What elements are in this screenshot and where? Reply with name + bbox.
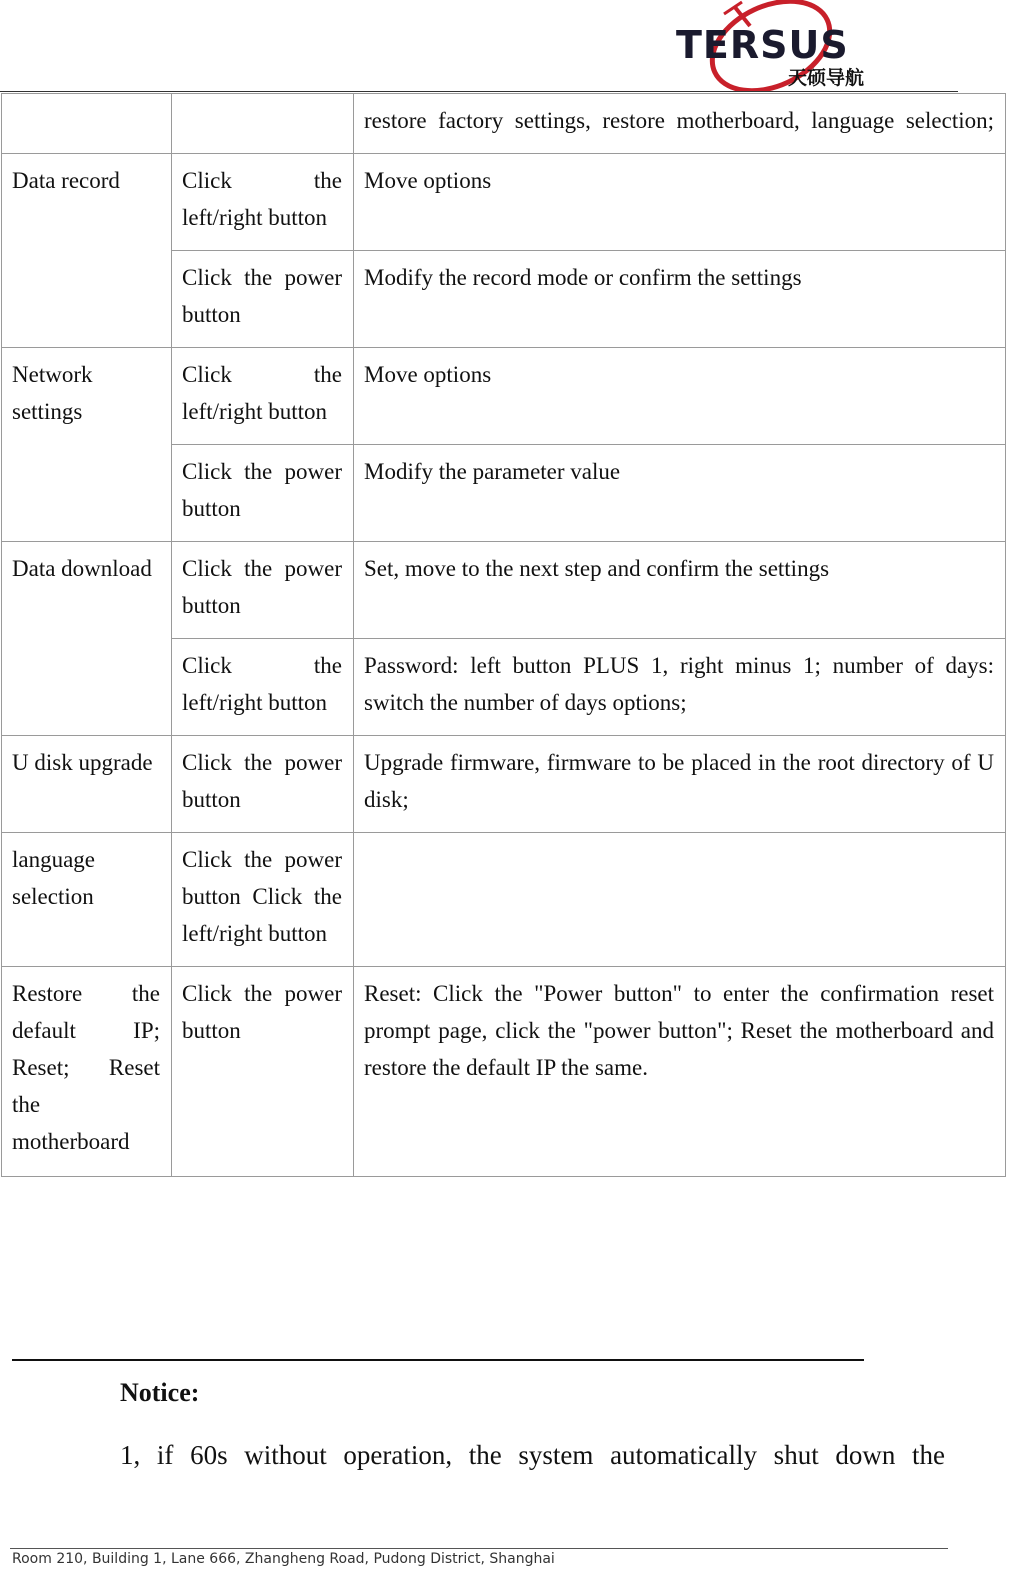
table-cell: Password: left button PLUS 1, right minus 1; number of days: switch the number of days options; — [354, 639, 1006, 736]
table-cell: Set, move to the next step and confirm the settings — [354, 542, 1006, 639]
table-cell: Click the left/right button — [172, 639, 354, 736]
table-cell: Click the power button — [172, 736, 354, 833]
table-cell: Click the power button — [172, 445, 354, 542]
table-cell: Upgrade firmware, firmware to be placed in the root directory of U disk; — [354, 736, 1006, 833]
table-cell — [2, 94, 172, 154]
table-cell: Move options — [354, 154, 1006, 251]
tersus-logo — [676, 0, 876, 92]
table-cell — [354, 833, 1006, 967]
table-cell: Data record — [2, 154, 172, 348]
table-cell: language selection — [2, 833, 172, 967]
notice-title: Notice: — [120, 1378, 200, 1407]
header-divider — [0, 91, 958, 92]
footer-divider — [10, 1548, 948, 1549]
table-row — [2, 154, 1006, 251]
table-cell: Click the left/right button — [172, 154, 354, 251]
notice-text: 1, if 60s without operation, the system automatically shut down the — [120, 1440, 945, 1470]
logo-subtext: 天硕导航 — [788, 67, 865, 89]
footer-address: Room 210, Building 1, Lane 666, Zhangheng Road, Pudong District, Shanghai — [12, 1551, 555, 1567]
table-row — [2, 348, 1006, 445]
table-cell: Click the power button — [172, 967, 354, 1177]
table-cell: Move options — [354, 348, 1006, 445]
table-cell: Restore the default IP; Reset; Reset the motherboard — [2, 967, 172, 1177]
table-cell: Click the power button Click the left/right button — [172, 833, 354, 967]
table-cell: Data download — [2, 542, 172, 736]
notice-divider — [12, 1359, 864, 1361]
table-cell: Modify the record mode or confirm the settings — [354, 251, 1006, 348]
table-cell: Click the left/right button — [172, 348, 354, 445]
table-row — [2, 833, 1006, 967]
table-row — [2, 967, 1006, 1177]
button-function-table — [1, 93, 1006, 1177]
table-cell: restore factory settings, restore motherboard, language selection; — [354, 94, 1006, 154]
logo-text: TERSUS — [676, 23, 849, 67]
table-cell — [172, 94, 354, 154]
table-cell: Modify the parameter value — [354, 445, 1006, 542]
table-cell: Click the power button — [172, 542, 354, 639]
table-cell: Click the power button — [172, 251, 354, 348]
table-cell: U disk upgrade — [2, 736, 172, 833]
table-cell: Reset: Click the "Power button" to enter the confirmation reset prompt page, click the "power button"; Reset the motherboard and restore the default IP the same. — [354, 967, 1006, 1177]
table-cell: Network settings — [2, 348, 172, 542]
table-row — [2, 542, 1006, 639]
table-row — [2, 736, 1006, 833]
table-row — [2, 94, 1006, 154]
